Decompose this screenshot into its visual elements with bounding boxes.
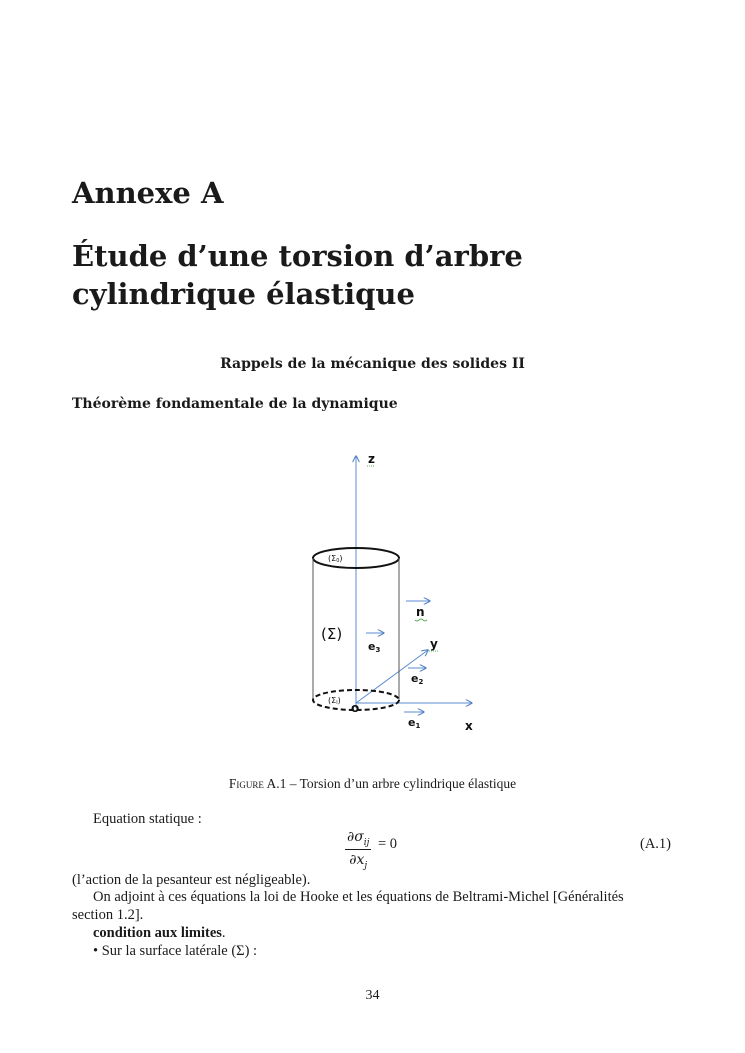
figure-caption-text: – Torsion d’un arbre cylindrique élastique: [286, 776, 517, 791]
e2-label: e2: [411, 672, 424, 686]
e3-label: e3: [368, 640, 381, 654]
x-label: x: [465, 719, 473, 733]
sigma-label: (Σ): [321, 625, 343, 643]
boundary-conditions-heading: condition aux limites.: [93, 925, 226, 941]
chapter-title: Étude d’une torsion d’arbre cylindrique élastique: [72, 239, 523, 311]
sigmal-label: (Σl): [328, 696, 341, 706]
paragraph-line-2: section 1.2].: [72, 907, 144, 923]
subsection-title: Théorème fondamentale de la dynamique: [72, 396, 398, 412]
equation-note: (l’action de la pesanteur est négligeable).: [72, 872, 311, 888]
z-label: z: [368, 452, 375, 466]
origin-label: o: [351, 701, 360, 715]
torsion-figure: [290, 445, 500, 740]
sigma0-label: (Σ0): [328, 554, 343, 564]
figure-caption-prefix: Figure A.1: [228, 776, 287, 791]
section-title: Rappels de la mécanique des solides II: [220, 356, 525, 372]
y-label: y: [430, 637, 438, 651]
paragraph-line-1: On adjoint à ces équations la loi de Hooke et les équations de Beltrami-Michel [Généralités: [93, 889, 624, 905]
bullet-lateral-surface: • Sur la surface latérale (Σ) :: [93, 943, 258, 959]
page-number: 34: [365, 988, 380, 1003]
chapter-label: Annexe A: [72, 176, 224, 210]
equation-number: (A.1): [640, 836, 672, 852]
e1-label: e1: [408, 716, 421, 730]
n-label: n: [416, 605, 425, 619]
equation-intro: Equation statique :: [93, 811, 202, 827]
equation-fraction: $\frac{\partial\sigma_{ij}}{\partial x_j}$: [347, 829, 370, 871]
figure-caption: [0, 776, 745, 792]
equation-rhs: = 0: [378, 836, 398, 852]
